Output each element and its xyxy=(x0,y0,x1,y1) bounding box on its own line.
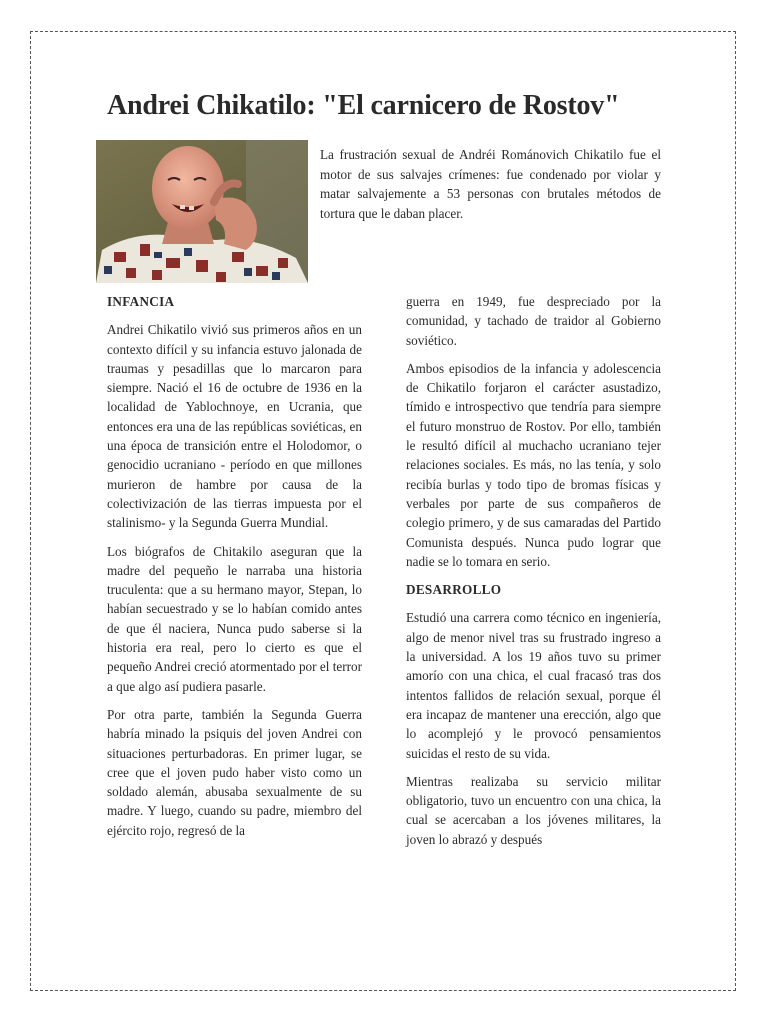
paragraph: Mientras realizaba su servicio militar obligatorio, tuvo un encuentro con una chica, la cual se acercaban a los jóvenes militares, la joven lo abrazó y después xyxy=(406,773,661,847)
section-heading-desarrollo: DESARROLLO xyxy=(406,582,502,598)
article-intro: La frustración sexual de Andréi Románovich Chikatilo fue el motor de sus salvajes crímenes: fue condenado por violar y matar salvajemente a 53 personas con brutales métodos de tortura que le daban placer. xyxy=(320,147,661,221)
paragraph: Andrei Chikatilo vivió sus primeros años en un contexto difícil y su infancia estuvo jalonada de traumas y pesadillas que lo marcaron para siempre. Nació el 16 de octubre de 1936 en la localidad de Yablochnoye, en Ucrania, que entonces era una de las repúblicas soviéticas, en una época de transición entre el Holodomor, o genocidio ucraniano - período en que millones murieron de hambre por causa de la colectivización de las tierras impuesta por el stalinismo- y la Segunda Guerra Mundial. xyxy=(107,322,362,531)
article-title: Andrei Chikatilo: "El carnicero de Rostov" xyxy=(107,90,620,121)
paragraph: guerra en 1949, fue despreciado por la comunidad, y tachado de traidor al Gobierno soviético. xyxy=(406,294,661,348)
paragraph: Por otra parte, también la Segunda Guerra habría minado la psiquis del joven Andrei con situaciones perturbadoras. En primer lugar, se cree que el joven pudo haber visto como un soldado alemán, abusaba sexualmente de su madre. Y luego, cuando su padre, miembro del ejército rojo, regresó de la xyxy=(107,706,362,838)
paragraph: Los biógrafos de Chitakilo aseguran que la madre del pequeño le narraba una historia truculenta: que a su hermano mayor, Stepan, lo habían secuestrado y se lo habían comido antes de que él naciera, Nunca pudo saberse si la historia era real, pero lo cierto es que el pequeño Andrei creció atormentado por el terror a que algo así pudiera pasarle. xyxy=(107,543,362,694)
column-left xyxy=(107,292,362,849)
column-right xyxy=(406,292,661,858)
portrait-image xyxy=(96,140,308,283)
portrait-photo xyxy=(96,140,308,283)
paragraph: Estudió una carrera como técnico en ingeniería, algo de menor nivel tras su frustrado ingreso a la universidad. A los 19 años tuvo su primer amorío con una chica, el cual fracasó tras dos intentos fallidos de relación sexual, porque él era incapaz de mantener una erección, algo que lo acomplejó y le provocó pensamientos suicidas el resto de su vida. xyxy=(406,610,661,761)
section-heading-infancia: INFANCIA xyxy=(107,294,175,309)
paragraph: Ambos episodios de la infancia y adolescencia de Chikatilo forjaron el carácter asustadizo, tímido e introspectivo que tendría para siempre el futuro monstruo de Rostov. Por ello, también le resultó difícil al muchacho ucraniano tejer relaciones sociales. Es más, no las tenía, y solo recibía burlas y todo tipo de bromas físicas y verbales por parte de sus compañeros de colegio primero, y de sus camaradas del Partido Comunista después. Nunca pudo lograr que nadie se lo tomara en serio. xyxy=(406,360,661,569)
